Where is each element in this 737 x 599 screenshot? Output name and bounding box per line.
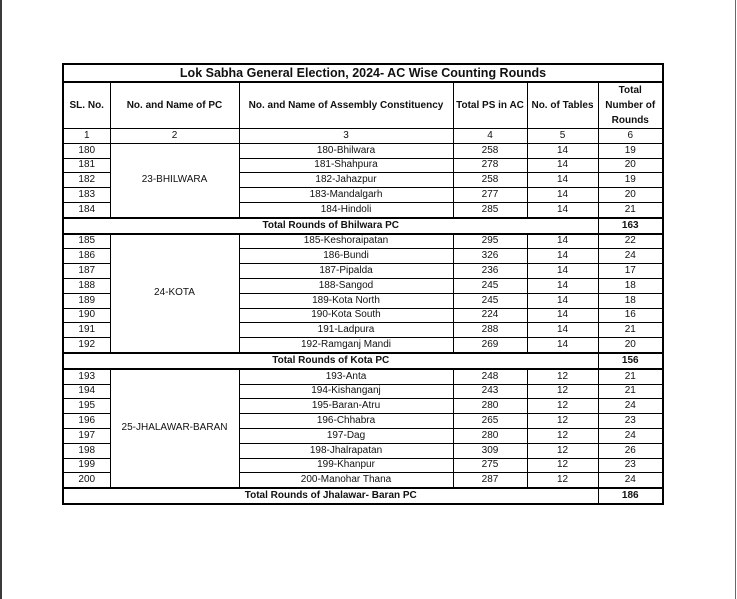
ac-name: 191-Ladpura <box>239 323 453 338</box>
table-row <box>63 369 663 384</box>
tables-count: 14 <box>527 264 598 279</box>
sl-no: 186 <box>63 249 110 264</box>
tables-count: 14 <box>527 188 598 203</box>
total-label: Total Rounds of Kota PC <box>63 353 598 369</box>
total-ps: 295 <box>453 234 527 249</box>
rounds-count: 24 <box>598 399 663 414</box>
header-total-ps: Total PS in AC <box>453 82 527 129</box>
tables-count: 14 <box>527 202 598 217</box>
total-ps: 243 <box>453 384 527 399</box>
rounds-count: 24 <box>598 473 663 488</box>
ac-name: 199-Khanpur <box>239 458 453 473</box>
ac-name: 181-Shahpura <box>239 158 453 173</box>
total-label: Total Rounds of Bhilwara PC <box>63 218 598 234</box>
rounds-count: 21 <box>598 384 663 399</box>
table-row <box>63 143 663 158</box>
pc-name: 24-KOTA <box>110 234 239 353</box>
tables-count: 12 <box>527 384 598 399</box>
rounds-count: 20 <box>598 338 663 353</box>
tables-count: 14 <box>527 308 598 323</box>
ac-name: 192-Ramganj Mandi <box>239 338 453 353</box>
total-ps: 280 <box>453 399 527 414</box>
viewer-left-border <box>0 0 2 599</box>
column-number: 6 <box>598 129 663 144</box>
total-ps: 287 <box>453 473 527 488</box>
total-ps: 224 <box>453 308 527 323</box>
tables-count: 14 <box>527 173 598 188</box>
ac-name: 184-Hindoli <box>239 202 453 217</box>
pc-name: 23-BHILWARA <box>110 143 239 217</box>
total-row <box>63 488 663 504</box>
sl-no: 198 <box>63 443 110 458</box>
ac-name: 187-Pipalda <box>239 264 453 279</box>
ac-name: 200-Manohar Thana <box>239 473 453 488</box>
header-tables: No. of Tables <box>527 82 598 129</box>
sl-no: 193 <box>63 369 110 384</box>
ac-name: 189-Kota North <box>239 293 453 308</box>
sl-no: 181 <box>63 158 110 173</box>
ac-name: 190-Kota South <box>239 308 453 323</box>
total-value: 163 <box>598 218 663 234</box>
sl-no: 197 <box>63 428 110 443</box>
total-value: 186 <box>598 488 663 504</box>
tables-count: 12 <box>527 458 598 473</box>
viewer-right-border <box>735 0 736 599</box>
column-number: 2 <box>110 129 239 144</box>
rounds-count: 20 <box>598 188 663 203</box>
tables-count: 12 <box>527 399 598 414</box>
total-ps: 280 <box>453 428 527 443</box>
sl-no: 191 <box>63 323 110 338</box>
rounds-count: 19 <box>598 143 663 158</box>
rounds-count: 20 <box>598 158 663 173</box>
total-ps: 248 <box>453 369 527 384</box>
ac-name: 198-Jhalrapatan <box>239 443 453 458</box>
rounds-count: 21 <box>598 202 663 217</box>
tables-count: 14 <box>527 143 598 158</box>
total-ps: 265 <box>453 414 527 429</box>
ac-name: 188-Sangod <box>239 278 453 293</box>
sl-no: 185 <box>63 234 110 249</box>
ac-name: 180-Bhilwara <box>239 143 453 158</box>
column-number: 5 <box>527 129 598 144</box>
tables-count: 14 <box>527 338 598 353</box>
sl-no: 183 <box>63 188 110 203</box>
total-ps: 285 <box>453 202 527 217</box>
counting-rounds-table <box>62 63 664 505</box>
total-ps: 326 <box>453 249 527 264</box>
total-ps: 245 <box>453 278 527 293</box>
sl-no: 180 <box>63 143 110 158</box>
ac-name: 183-Mandalgarh <box>239 188 453 203</box>
rounds-count: 22 <box>598 234 663 249</box>
rounds-count: 26 <box>598 443 663 458</box>
tables-count: 14 <box>527 249 598 264</box>
header-sl-no: SL. No. <box>63 82 110 129</box>
column-number: 1 <box>63 129 110 144</box>
sl-no: 188 <box>63 278 110 293</box>
total-ps: 288 <box>453 323 527 338</box>
total-row <box>63 353 663 369</box>
tables-count: 14 <box>527 323 598 338</box>
ac-name: 185-Keshoraipatan <box>239 234 453 249</box>
total-ps: 236 <box>453 264 527 279</box>
sl-no: 187 <box>63 264 110 279</box>
total-ps: 309 <box>453 443 527 458</box>
total-value: 156 <box>598 353 663 369</box>
rounds-count: 18 <box>598 293 663 308</box>
header-pc: No. and Name of PC <box>110 82 239 129</box>
tables-count: 14 <box>527 234 598 249</box>
tables-count: 12 <box>527 414 598 429</box>
rounds-count: 21 <box>598 369 663 384</box>
rounds-count: 18 <box>598 278 663 293</box>
rounds-count: 24 <box>598 249 663 264</box>
total-ps: 258 <box>453 143 527 158</box>
total-ps: 258 <box>453 173 527 188</box>
total-ps: 269 <box>453 338 527 353</box>
rounds-count: 17 <box>598 264 663 279</box>
ac-name: 196-Chhabra <box>239 414 453 429</box>
sl-no: 184 <box>63 202 110 217</box>
sl-no: 196 <box>63 414 110 429</box>
ac-name: 193-Anta <box>239 369 453 384</box>
tables-count: 14 <box>527 293 598 308</box>
ac-name: 186-Bundi <box>239 249 453 264</box>
rounds-count: 21 <box>598 323 663 338</box>
table-title: Lok Sabha General Election, 2024- AC Wise Counting Rounds <box>63 64 663 82</box>
header-rounds: Total Number of Rounds <box>598 82 663 129</box>
table-row <box>63 234 663 249</box>
pc-name: 25-JHALAWAR-BARAN <box>110 369 239 488</box>
tables-count: 12 <box>527 428 598 443</box>
column-number: 3 <box>239 129 453 144</box>
rounds-count: 23 <box>598 414 663 429</box>
ac-name: 195-Baran-Atru <box>239 399 453 414</box>
total-label: Total Rounds of Jhalawar- Baran PC <box>63 488 598 504</box>
tables-count: 12 <box>527 473 598 488</box>
rounds-count: 24 <box>598 428 663 443</box>
tables-count: 12 <box>527 443 598 458</box>
sl-no: 199 <box>63 458 110 473</box>
total-ps: 245 <box>453 293 527 308</box>
rounds-count: 16 <box>598 308 663 323</box>
sl-no: 192 <box>63 338 110 353</box>
sl-no: 194 <box>63 384 110 399</box>
sl-no: 189 <box>63 293 110 308</box>
sl-no: 190 <box>63 308 110 323</box>
ac-name: 194-Kishanganj <box>239 384 453 399</box>
column-number: 4 <box>453 129 527 144</box>
ac-name: 182-Jahazpur <box>239 173 453 188</box>
tables-count: 14 <box>527 158 598 173</box>
tables-count: 12 <box>527 369 598 384</box>
sl-no: 200 <box>63 473 110 488</box>
total-ps: 278 <box>453 158 527 173</box>
total-row <box>63 218 663 234</box>
total-ps: 275 <box>453 458 527 473</box>
total-ps: 277 <box>453 188 527 203</box>
sl-no: 182 <box>63 173 110 188</box>
rounds-count: 23 <box>598 458 663 473</box>
header-ac: No. and Name of Assembly Constituency <box>239 82 453 129</box>
rounds-count: 19 <box>598 173 663 188</box>
sl-no: 195 <box>63 399 110 414</box>
tables-count: 14 <box>527 278 598 293</box>
ac-name: 197-Dag <box>239 428 453 443</box>
